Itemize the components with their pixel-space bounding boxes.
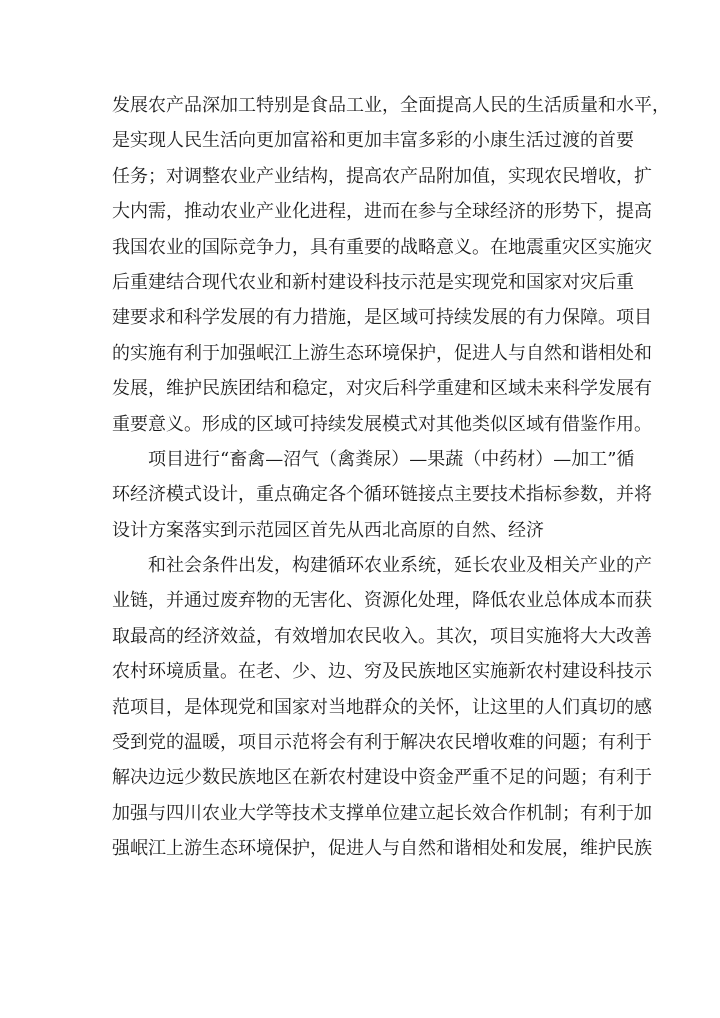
text-line-content: 业链，并通过废弃物的无害化、资源化处理，降低农业总体成本而获	[112, 590, 652, 612]
text-line-content: 解决边远少数民族地区在新农村建设中资金严重不足的问题；有利于	[112, 767, 652, 789]
text-line-content: 后重建结合现代农业和新村建设科技示范是实现党和国家对灾后重	[112, 271, 634, 293]
text-line	[112, 442, 635, 477]
text-line-content: 的实施有利于加强岷江上游生态环境保护，促进人与自然和谐相处和	[112, 342, 652, 364]
text-line-content: 大内需，推动农业产业化进程，进而在参与全球经济的形势下，提高	[112, 201, 652, 223]
text-line-content: 重要意义。形成的区域可持续发展模式对其他类似区域有借鉴作用。	[112, 413, 652, 435]
body-text	[112, 88, 670, 867]
text-line-content: 受到党的温暖，项目示范将会有利于解决农民增收难的问题；有利于	[112, 732, 652, 754]
text-line-content: 范项目，是体现党和国家对当地群众的关怀，让这里的人们真切的感	[112, 696, 652, 718]
text-line-content: 我国农业的国际竞争力，具有重要的战略意义。在地震重灾区实施灾	[112, 236, 652, 258]
text-line	[112, 230, 652, 265]
text-line	[112, 371, 652, 406]
text-line	[112, 796, 652, 831]
text-line	[112, 88, 670, 123]
text-line-content: 设计方案落实到示范园区首先从西北高原的自然、经济	[112, 519, 544, 541]
text-line	[112, 654, 652, 689]
text-line	[112, 548, 652, 583]
text-line-content: 取最高的经济效益，有效增加农民收入。其次，项目实施将大大改善	[112, 625, 652, 647]
text-line	[112, 583, 652, 618]
text-line	[112, 300, 652, 335]
text-line	[112, 123, 634, 158]
text-line	[112, 194, 652, 229]
text-line	[112, 619, 652, 654]
text-line	[112, 690, 652, 725]
text-line-content: 加强与四川农业大学等技术支撑单位建立起长效合作机制；有利于加	[112, 802, 652, 824]
text-line-content: 建要求和科学发展的有力措施，是区域可持续发展的有力保障。项目	[112, 307, 652, 329]
text-line-content: 发展，维护民族团结和稳定，对灾后科学重建和区域未来科学发展有	[112, 378, 652, 400]
text-line-content: 和社会条件出发，构建循环农业系统，延长农业及相关产业的产	[148, 555, 652, 577]
text-line-content: 强岷江上游生态环境保护，促进人与自然和谐相处和发展，维护民族	[112, 838, 652, 860]
text-line-content: 任务；对调整农业产业结构，提高农产品附加值，实现农民增收，扩	[112, 165, 652, 187]
text-line	[112, 477, 652, 512]
text-line-content: 项目进行“畜禽—沼气（禽粪尿）—果蔬（中药材）—加工”循	[148, 448, 635, 470]
text-line	[112, 159, 652, 194]
text-line	[112, 336, 652, 371]
text-line-content: 环经济模式设计，重点确定各个循环链接点主要技术指标参数，并将	[112, 484, 652, 506]
text-line	[112, 831, 652, 866]
text-line	[112, 265, 634, 300]
text-line-content: 农村环境质量。在老、少、边、穷及民族地区实施新农村建设科技示	[112, 661, 652, 683]
text-line	[112, 760, 652, 795]
text-line-content: 是实现人民生活向更加富裕和更加丰富多彩的小康生活过渡的首要	[112, 130, 634, 152]
text-line-content: 发展农产品深加工特别是食品工业，全面提高人民的生活质量和水平，	[112, 95, 670, 116]
text-line	[112, 407, 652, 442]
text-line	[112, 725, 652, 760]
text-line	[112, 513, 612, 548]
